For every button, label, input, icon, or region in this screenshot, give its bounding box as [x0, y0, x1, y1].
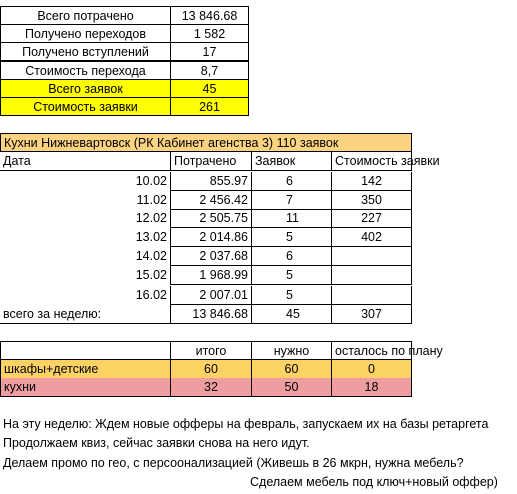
row-leads[interactable]: 5 — [251, 286, 331, 305]
row-date[interactable]: 16.02 — [135, 288, 167, 302]
row-spent[interactable]: 1 968.99 — [170, 266, 251, 285]
summary-label-leads[interactable]: Всего заявок — [0, 79, 171, 98]
row-spent[interactable]: 2 007.01 — [170, 286, 251, 305]
row-leads[interactable]: 6 — [251, 172, 331, 191]
row-spent[interactable]: 2 456.42 — [170, 191, 251, 210]
total-lead-cost[interactable]: 307 — [331, 305, 412, 324]
plan-row-needed[interactable]: 60 — [251, 360, 331, 379]
summary-label-click-cost[interactable]: Стоимость перехода — [0, 61, 171, 80]
plan-row-left[interactable]: 18 — [331, 378, 412, 397]
summary-label-clicks[interactable]: Получено переходов — [0, 24, 171, 43]
total-label[interactable]: всего за неделю: — [0, 305, 170, 324]
campaign-title[interactable]: Кухни Нижневартовск (РК Кабинет агенства 3) 110 заявок — [0, 133, 412, 152]
row-date[interactable]: 13.02 — [135, 230, 167, 244]
row-date[interactable]: 11.02 — [136, 193, 167, 207]
total-spent[interactable]: 13 846.68 — [170, 305, 251, 324]
row-lead-cost[interactable] — [331, 247, 412, 266]
plan-row-total[interactable]: 60 — [170, 360, 251, 379]
row-date[interactable]: 15.02 — [135, 268, 167, 282]
row-lead-cost[interactable] — [331, 286, 412, 305]
plan-row-total[interactable]: 32 — [170, 378, 251, 397]
row-spent[interactable]: 855.97 — [170, 172, 251, 191]
row-date[interactable]: 10.02 — [135, 174, 167, 188]
summary-value-spent[interactable]: 13 846.68 — [170, 6, 249, 25]
plan-header-total[interactable]: итого — [170, 341, 251, 360]
plan-header-empty[interactable] — [0, 341, 170, 360]
row-leads[interactable]: 5 — [251, 228, 331, 247]
summary-value-lead-cost[interactable]: 261 — [170, 97, 249, 116]
header-lead-cost[interactable]: Стоимость заявки — [331, 152, 412, 171]
summary-label-spent[interactable]: Всего потрачено — [0, 6, 171, 25]
row-leads[interactable]: 5 — [251, 266, 331, 285]
row-spent[interactable]: 2 037.68 — [170, 247, 251, 266]
plan-row-left[interactable]: 0 — [331, 360, 412, 379]
plan-row-name[interactable]: шкафы+детские — [0, 360, 170, 379]
row-leads[interactable]: 7 — [251, 191, 331, 210]
note-line[interactable]: На эту неделю: Ждем новые офферы на февраль, запускаем их на базы ретаргета — [3, 417, 489, 431]
row-spent[interactable]: 2 014.86 — [170, 228, 251, 247]
total-leads[interactable]: 45 — [251, 305, 331, 324]
summary-value-joins[interactable]: 17 — [170, 42, 249, 61]
row-spent[interactable]: 2 505.75 — [170, 209, 251, 228]
summary-label-lead-cost[interactable]: Стоимость заявки — [0, 97, 171, 116]
row-lead-cost[interactable]: 402 — [331, 228, 412, 247]
header-date[interactable]: Дата — [0, 152, 170, 171]
row-leads[interactable]: 11 — [251, 209, 331, 228]
row-date[interactable]: 12.02 — [135, 211, 167, 225]
header-leads[interactable]: Заявок — [251, 152, 331, 171]
row-lead-cost[interactable]: 142 — [331, 172, 412, 191]
summary-value-clicks[interactable]: 1 582 — [170, 24, 249, 43]
note-line[interactable]: Сделаем мебель под ключ+новый оффер) — [250, 475, 498, 489]
row-lead-cost[interactable]: 227 — [331, 209, 412, 228]
plan-header-left[interactable]: осталось по плану — [331, 341, 412, 360]
plan-header-needed[interactable]: нужно — [251, 341, 331, 360]
row-date[interactable]: 14.02 — [135, 249, 167, 263]
summary-label-joins[interactable]: Получено вступлений — [0, 42, 171, 61]
plan-row-needed[interactable]: 50 — [251, 378, 331, 397]
row-lead-cost[interactable] — [331, 266, 412, 285]
header-spent[interactable]: Потрачено — [170, 152, 251, 171]
plan-row-name[interactable]: кухни — [0, 378, 170, 397]
note-line[interactable]: Продолжаем квиз, сейчас заявки снова на него идут. — [3, 436, 310, 450]
summary-value-click-cost[interactable]: 8,7 — [170, 61, 249, 80]
summary-value-leads[interactable]: 45 — [170, 79, 249, 98]
row-leads[interactable]: 6 — [251, 247, 331, 266]
row-lead-cost[interactable]: 350 — [331, 191, 412, 210]
note-line[interactable]: Делаем промо по гео, с персоонализацией (Живешь в 26 мкрн, нужна мебель? — [3, 456, 464, 470]
